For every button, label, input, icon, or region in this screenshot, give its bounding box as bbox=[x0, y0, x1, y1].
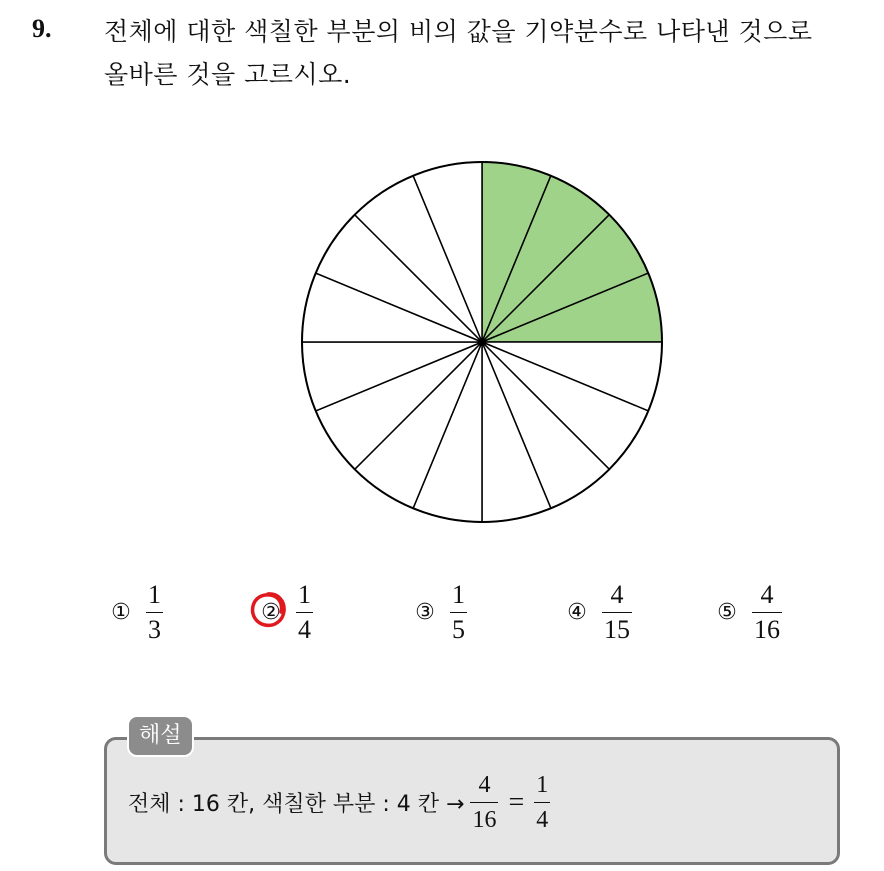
fraction-bar bbox=[450, 612, 467, 613]
choice-4-denominator: 15 bbox=[604, 615, 630, 644]
choice-5-fraction bbox=[752, 580, 782, 645]
choice-1-marker: ① bbox=[111, 600, 131, 625]
explanation-fraction-2 bbox=[534, 770, 550, 835]
choice-5-marker: ⑤ bbox=[717, 600, 737, 625]
choice-3-fraction bbox=[450, 580, 467, 645]
choice-4-marker: ④ bbox=[567, 600, 587, 625]
choice-2-fraction bbox=[296, 580, 313, 645]
question-number: 9. bbox=[32, 14, 52, 43]
explanation-frac1-numerator: 4 bbox=[478, 772, 491, 798]
choice-1-numerator: 1 bbox=[148, 580, 161, 609]
choice-5-denominator: 16 bbox=[754, 615, 780, 644]
fraction-bar bbox=[752, 612, 782, 613]
choice-3[interactable] bbox=[412, 580, 467, 645]
explanation-frac2-numerator: 1 bbox=[536, 772, 549, 798]
choice-3-marker: ③ bbox=[415, 600, 435, 625]
explanation-text: 전체 : 16 칸, 색칠한 부분 : 4 칸 → bbox=[128, 792, 465, 817]
fraction-bar bbox=[470, 802, 498, 803]
choice-2-marker-glyph: ② bbox=[261, 600, 281, 625]
answer-choices bbox=[0, 580, 884, 650]
selected-circle-icon bbox=[248, 590, 288, 630]
choice-4[interactable] bbox=[564, 580, 632, 645]
choice-5[interactable] bbox=[714, 580, 782, 645]
choice-4-fraction bbox=[602, 580, 632, 645]
pie-center-dot bbox=[479, 339, 485, 345]
explanation-frac2-denominator: 4 bbox=[536, 807, 549, 833]
equals-sign: = bbox=[508, 786, 525, 818]
question-line-1: 전체에 대한 색칠한 부분의 비의 값을 기약분수로 나타낸 것으로 bbox=[104, 17, 813, 46]
choice-4-numerator: 4 bbox=[610, 580, 624, 609]
explanation-fraction-1 bbox=[470, 770, 498, 835]
explanation-tab-label: 해설 bbox=[127, 715, 194, 757]
explanation-frac1-denominator: 16 bbox=[472, 807, 497, 833]
choice-3-numerator: 1 bbox=[452, 580, 465, 609]
choice-2[interactable] bbox=[258, 580, 313, 645]
choice-2-marker bbox=[258, 600, 284, 625]
choice-5-numerator: 4 bbox=[760, 580, 774, 609]
question-text bbox=[104, 10, 864, 96]
choice-1-fraction bbox=[146, 580, 163, 645]
explanation-line bbox=[128, 770, 556, 835]
fraction-bar bbox=[146, 612, 163, 613]
choice-1[interactable] bbox=[108, 580, 163, 645]
fraction-bar bbox=[296, 612, 313, 613]
question-line-2: 올바른 것을 고르시오. bbox=[104, 60, 352, 89]
choice-3-denominator: 5 bbox=[452, 615, 465, 644]
choice-2-numerator: 1 bbox=[298, 580, 311, 609]
fraction-bar bbox=[534, 802, 550, 803]
fraction-bar bbox=[602, 612, 632, 613]
choice-1-denominator: 3 bbox=[148, 615, 161, 644]
choice-2-denominator: 4 bbox=[298, 615, 311, 644]
pie-chart-figure bbox=[290, 143, 674, 527]
